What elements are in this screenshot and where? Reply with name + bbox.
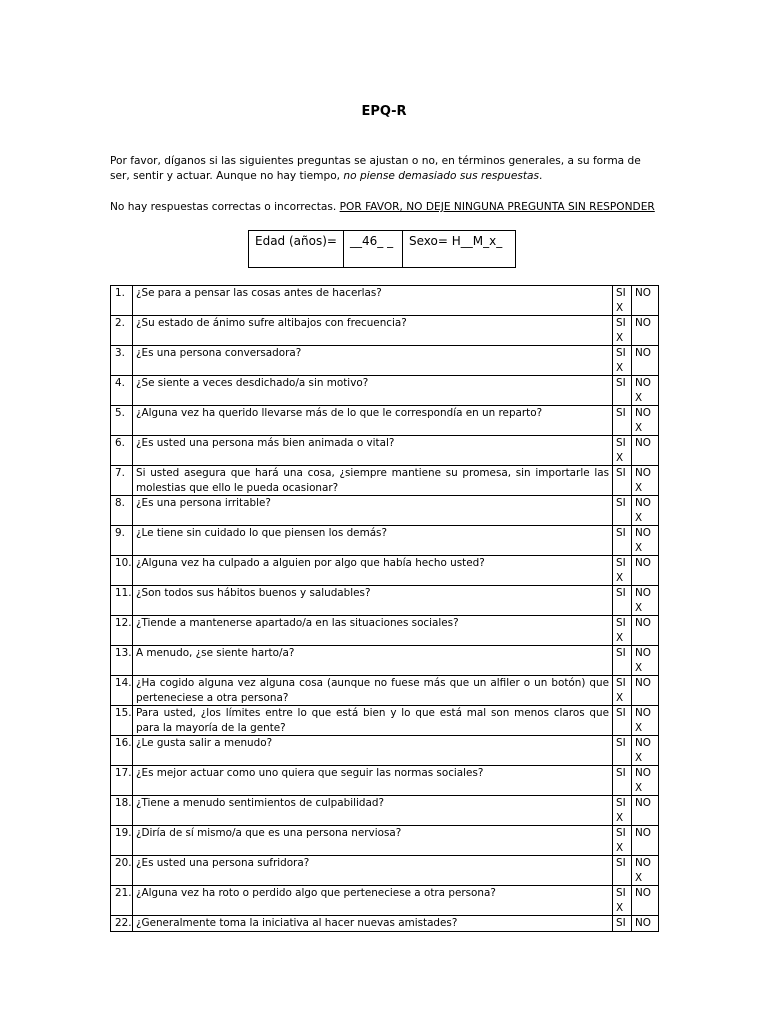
answer-si-cell[interactable]: SI X xyxy=(613,346,632,376)
question-number: 8. xyxy=(111,496,133,526)
answer-si-cell[interactable]: SI X xyxy=(613,556,632,586)
answer-si-cell[interactable]: SI xyxy=(613,466,632,496)
question-text: ¿Son todos sus hábitos buenos y saludables? xyxy=(133,586,613,616)
answer-si-cell[interactable]: SI X xyxy=(613,826,632,856)
question-text: ¿Es mejor actuar como uno quiera que seguir las normas sociales? xyxy=(133,766,613,796)
question-number: 19. xyxy=(111,826,133,856)
answer-si-cell[interactable]: SI xyxy=(613,526,632,556)
question-row xyxy=(111,406,659,436)
answer-si-cell[interactable]: SI xyxy=(613,586,632,616)
question-text: ¿Es usted una persona más bien animada o vital? xyxy=(133,436,613,466)
answer-si-cell[interactable]: SI xyxy=(613,856,632,886)
answer-no-cell[interactable]: NO X xyxy=(632,376,659,406)
question-row xyxy=(111,856,659,886)
question-row xyxy=(111,766,659,796)
question-row xyxy=(111,466,659,496)
question-text: ¿Su estado de ánimo sufre altibajos con frecuencia? xyxy=(133,316,613,346)
answer-no-cell[interactable]: NO xyxy=(632,286,659,316)
question-number: 14. xyxy=(111,676,133,706)
answer-no-cell[interactable]: NO xyxy=(632,916,659,932)
question-row xyxy=(111,286,659,316)
question-row xyxy=(111,706,659,736)
question-text: ¿Es usted una persona sufridora? xyxy=(133,856,613,886)
question-number: 18. xyxy=(111,796,133,826)
answer-si-cell[interactable]: SI xyxy=(613,736,632,766)
page-title: EPQ-R xyxy=(361,104,407,119)
respondent-info-row xyxy=(249,231,516,268)
question-text: ¿Generalmente toma la iniciativa al hacer nuevas amistades? xyxy=(133,916,613,932)
question-number: 10. xyxy=(111,556,133,586)
question-number: 15. xyxy=(111,706,133,736)
answer-no-cell[interactable]: NO X xyxy=(632,766,659,796)
question-number: 4. xyxy=(111,376,133,406)
question-text: ¿Tiene a menudo sentimientos de culpabilidad? xyxy=(133,796,613,826)
answer-no-cell[interactable]: NO xyxy=(632,556,659,586)
question-row xyxy=(111,376,659,406)
answer-no-cell[interactable]: NO X xyxy=(632,526,659,556)
question-row xyxy=(111,316,659,346)
answer-si-cell[interactable]: SI xyxy=(613,406,632,436)
question-text: ¿Es una persona conversadora? xyxy=(133,346,613,376)
question-number: 12. xyxy=(111,616,133,646)
question-row xyxy=(111,826,659,856)
question-row xyxy=(111,646,659,676)
question-number: 2. xyxy=(111,316,133,346)
answer-si-cell[interactable]: SI xyxy=(613,496,632,526)
answer-no-cell[interactable]: NO xyxy=(632,316,659,346)
answer-no-cell[interactable]: NO X xyxy=(632,706,659,736)
question-row xyxy=(111,796,659,826)
question-number: 17. xyxy=(111,766,133,796)
answer-no-cell[interactable]: NO X xyxy=(632,646,659,676)
question-text: ¿Se siente a veces desdichado/a sin motivo? xyxy=(133,376,613,406)
age-value[interactable]: __46_ _ xyxy=(344,231,403,268)
question-number: 16. xyxy=(111,736,133,766)
answer-si-cell[interactable]: SI X xyxy=(613,676,632,706)
question-number: 20. xyxy=(111,856,133,886)
question-number: 9. xyxy=(111,526,133,556)
answer-no-cell[interactable]: NO xyxy=(632,826,659,856)
answer-no-cell[interactable]: NO X xyxy=(632,736,659,766)
answer-no-cell[interactable]: NO xyxy=(632,886,659,916)
answer-no-cell[interactable]: NO xyxy=(632,436,659,466)
answer-no-cell[interactable]: NO X xyxy=(632,586,659,616)
question-row xyxy=(111,886,659,916)
notice-underlined-text: POR FAVOR, NO DEJE NINGUNA PREGUNTA SIN RESPONDER xyxy=(339,201,655,213)
question-number: 11. xyxy=(111,586,133,616)
answer-si-cell[interactable]: SI X xyxy=(613,436,632,466)
question-row xyxy=(111,736,659,766)
sex-field[interactable]: Sexo= H__M_x_ xyxy=(403,231,516,268)
question-number: 22. xyxy=(111,916,133,932)
answer-si-cell[interactable]: SI xyxy=(613,766,632,796)
question-text: A menudo, ¿se siente harto/a? xyxy=(133,646,613,676)
answer-no-cell[interactable]: NO X xyxy=(632,466,659,496)
question-number: 21. xyxy=(111,886,133,916)
notice-paragraph xyxy=(110,200,670,215)
answer-si-cell[interactable]: SI X xyxy=(613,886,632,916)
question-text: ¿Alguna vez ha culpado a alguien por algo que había hecho usted? xyxy=(133,556,613,586)
question-number: 1. xyxy=(111,286,133,316)
questions-table xyxy=(110,285,659,932)
answer-no-cell[interactable]: NO X xyxy=(632,406,659,436)
answer-si-cell[interactable]: SI X xyxy=(613,796,632,826)
age-label: Edad (años)= xyxy=(249,231,344,268)
intro-italic-text: no piense demasiado sus respuestas xyxy=(343,170,540,182)
question-text: ¿Tiende a mantenerse apartado/a en las situaciones sociales? xyxy=(133,616,613,646)
question-text: ¿Diría de sí mismo/a que es una persona nerviosa? xyxy=(133,826,613,856)
question-text: ¿Es una persona irritable? xyxy=(133,496,613,526)
question-text: ¿Alguna vez ha roto o perdido algo que perteneciese a otra persona? xyxy=(133,886,613,916)
question-row xyxy=(111,436,659,466)
question-text: ¿Le gusta salir a menudo? xyxy=(133,736,613,766)
question-text: ¿Ha cogido alguna vez alguna cosa (aunque no fuese más que un alfiler o un botón) que perteneciese a otra persona? xyxy=(133,676,613,706)
answer-si-cell[interactable]: SI xyxy=(613,376,632,406)
question-row xyxy=(111,616,659,646)
answer-si-cell[interactable]: SI xyxy=(613,706,632,736)
question-text: Si usted asegura que hará una cosa, ¿siempre mantiene su promesa, sin importarle las molestias que ello le pueda ocasionar? xyxy=(133,466,613,496)
intro-paragraph xyxy=(110,154,662,184)
question-text: ¿Alguna vez ha querido llevarse más de lo que le correspondía en un reparto? xyxy=(133,406,613,436)
answer-si-cell[interactable]: SI X xyxy=(613,286,632,316)
question-row xyxy=(111,556,659,586)
question-row xyxy=(111,586,659,616)
notice-text: No hay respuestas correctas o incorrectas. xyxy=(110,201,340,213)
intro-text: Por favor, díganos si las siguientes preguntas se ajustan o no, en términos generales, a su forma de ser, sentir y actuar. Aunque no hay tiempo, xyxy=(110,155,641,182)
question-text: ¿Le tiene sin cuidado lo que piensen los demás? xyxy=(133,526,613,556)
question-text: ¿Se para a pensar las cosas antes de hacerlas? xyxy=(133,286,613,316)
answer-si-cell[interactable]: SI xyxy=(613,646,632,676)
question-row xyxy=(111,676,659,706)
respondent-info-table xyxy=(248,230,516,268)
question-row xyxy=(111,526,659,556)
question-number: 5. xyxy=(111,406,133,436)
answer-no-cell[interactable]: NO xyxy=(632,676,659,706)
answer-si-cell[interactable]: SI X xyxy=(613,316,632,346)
answer-si-cell[interactable]: SI X xyxy=(613,616,632,646)
question-number: 6. xyxy=(111,436,133,466)
answer-no-cell[interactable]: NO xyxy=(632,616,659,646)
question-text: Para usted, ¿los límites entre lo que está bien y lo que está mal son menos claros que para la mayoría de la gente? xyxy=(133,706,613,736)
intro-end: . xyxy=(539,170,543,182)
answer-no-cell[interactable]: NO xyxy=(632,796,659,826)
question-row xyxy=(111,346,659,376)
answer-no-cell[interactable]: NO xyxy=(632,346,659,376)
answer-no-cell[interactable]: NO X xyxy=(632,856,659,886)
answer-si-cell[interactable]: SI xyxy=(613,916,632,932)
question-number: 13. xyxy=(111,646,133,676)
question-row xyxy=(111,496,659,526)
question-number: 7. xyxy=(111,466,133,496)
answer-no-cell[interactable]: NO X xyxy=(632,496,659,526)
question-number: 3. xyxy=(111,346,133,376)
question-row xyxy=(111,916,659,932)
